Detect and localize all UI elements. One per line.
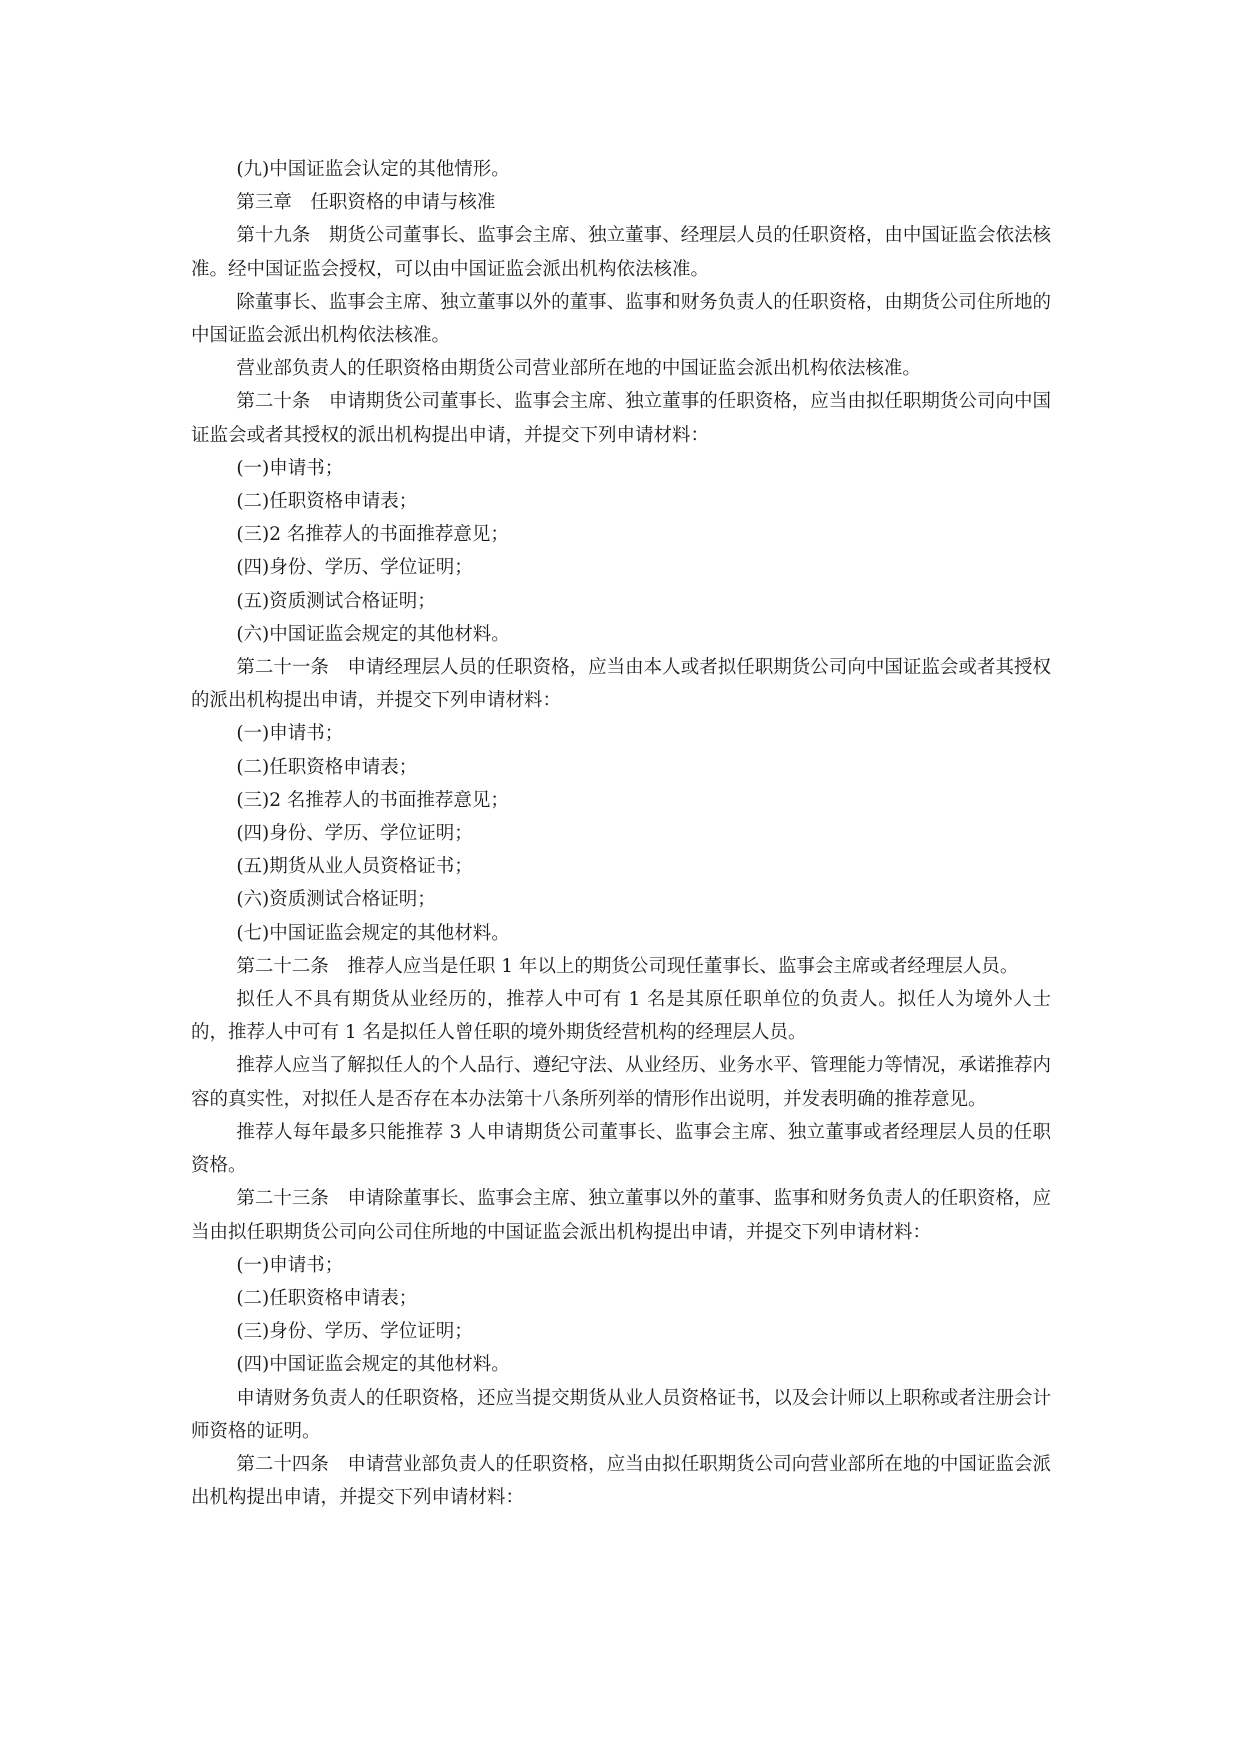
paragraph: 申请财务负责人的任职资格，还应当提交期货从业人员资格证书，以及会计师以上职称或者注册会计师资格的证明。 bbox=[191, 1387, 1051, 1442]
list-item: (五)期货从业人员资格证书； bbox=[236, 856, 473, 878]
chapter-heading: 第三章 任职资格的申请与核准 bbox=[236, 192, 496, 214]
paragraph: 拟任人不具有期货从业经历的，推荐人中可有 1 名是其原任职单位的负责人。拟任人为境外人士的，推荐人中可有 1 名是拟任人曾任职的境外期货经营机构的经理层人员。 bbox=[191, 989, 1051, 1044]
list-item: (一)申请书； bbox=[236, 457, 344, 479]
list-item: (五)资质测试合格证明； bbox=[236, 590, 436, 612]
article-paragraph: 第二十二条 推荐人应当是任职 1 年以上的期货公司现任董事长、监事会主席或者经理层人员。 bbox=[236, 955, 1019, 977]
article-paragraph: 第二十条 申请期货公司董事长、监事会主席、独立董事的任职资格，应当由拟任职期货公司向中国证监会或者其授权的派出机构提出申请，并提交下列申请材料： bbox=[191, 391, 1051, 446]
list-item: (三)2 名推荐人的书面推荐意见； bbox=[236, 789, 509, 811]
article-paragraph: 第二十一条 申请经理层人员的任职资格，应当由本人或者拟任职期货公司向中国证监会或者其授权的派出机构提出申请，并提交下列申请材料： bbox=[191, 657, 1051, 712]
list-item: (二)任职资格申请表； bbox=[236, 1287, 418, 1309]
list-item: (四)身份、学历、学位证明； bbox=[236, 557, 473, 579]
list-item: (三)身份、学历、学位证明； bbox=[236, 1321, 473, 1343]
list-item: (一)申请书； bbox=[236, 1254, 344, 1276]
list-item: (四)中国证监会规定的其他材料。 bbox=[236, 1354, 510, 1376]
article-paragraph: 第二十三条 申请除董事长、监事会主席、独立董事以外的董事、监事和财务负责人的任职资格，应当由拟任职期货公司向公司住所地的中国证监会派出机构提出申请，并提交下列申请材料： bbox=[191, 1188, 1051, 1243]
list-item: (六)资质测试合格证明； bbox=[236, 889, 436, 911]
paragraph: (九)中国证监会认定的其他情形。 bbox=[236, 159, 510, 180]
list-item: (二)任职资格申请表； bbox=[236, 756, 418, 778]
list-item: (二)任职资格申请表； bbox=[236, 491, 418, 513]
list-item: (三)2 名推荐人的书面推荐意见； bbox=[236, 524, 509, 546]
document-body bbox=[191, 153, 1051, 1514]
list-item: (一)申请书； bbox=[236, 723, 344, 745]
list-item: (七)中国证监会规定的其他材料。 bbox=[236, 922, 510, 944]
paragraph: 除董事长、监事会主席、独立董事以外的董事、监事和财务负责人的任职资格，由期货公司住所地的中国证监会派出机构依法核准。 bbox=[191, 291, 1051, 347]
list-item: (四)身份、学历、学位证明； bbox=[236, 823, 473, 845]
article-paragraph: 第二十四条 申请营业部负责人的任职资格，应当由拟任职期货公司向营业部所在地的中国证监会派出机构提出申请，并提交下列申请材料： bbox=[191, 1453, 1051, 1509]
paragraph: 营业部负责人的任职资格由期货公司营业部所在地的中国证监会派出机构依法核准。 bbox=[236, 358, 921, 380]
paragraph: 推荐人每年最多只能推荐 3 人申请期货公司董事长、监事会主席、独立董事或者经理层人员的任职资格。 bbox=[191, 1121, 1051, 1177]
paragraph: 推荐人应当了解拟任人的个人品行、遵纪守法、从业经历、业务水平、管理能力等情况，承诺推荐内容的真实性，对拟任人是否存在本办法第十八条所列举的情形作出说明，并发表明确的推荐意见。 bbox=[191, 1055, 1051, 1110]
article-paragraph: 第十九条 期货公司董事长、监事会主席、独立董事、经理层人员的任职资格，由中国证监会依法核准。经中国证监会授权，可以由中国证监会派出机构依法核准。 bbox=[191, 225, 1051, 280]
list-item: (六)中国证监会规定的其他材料。 bbox=[236, 623, 510, 645]
